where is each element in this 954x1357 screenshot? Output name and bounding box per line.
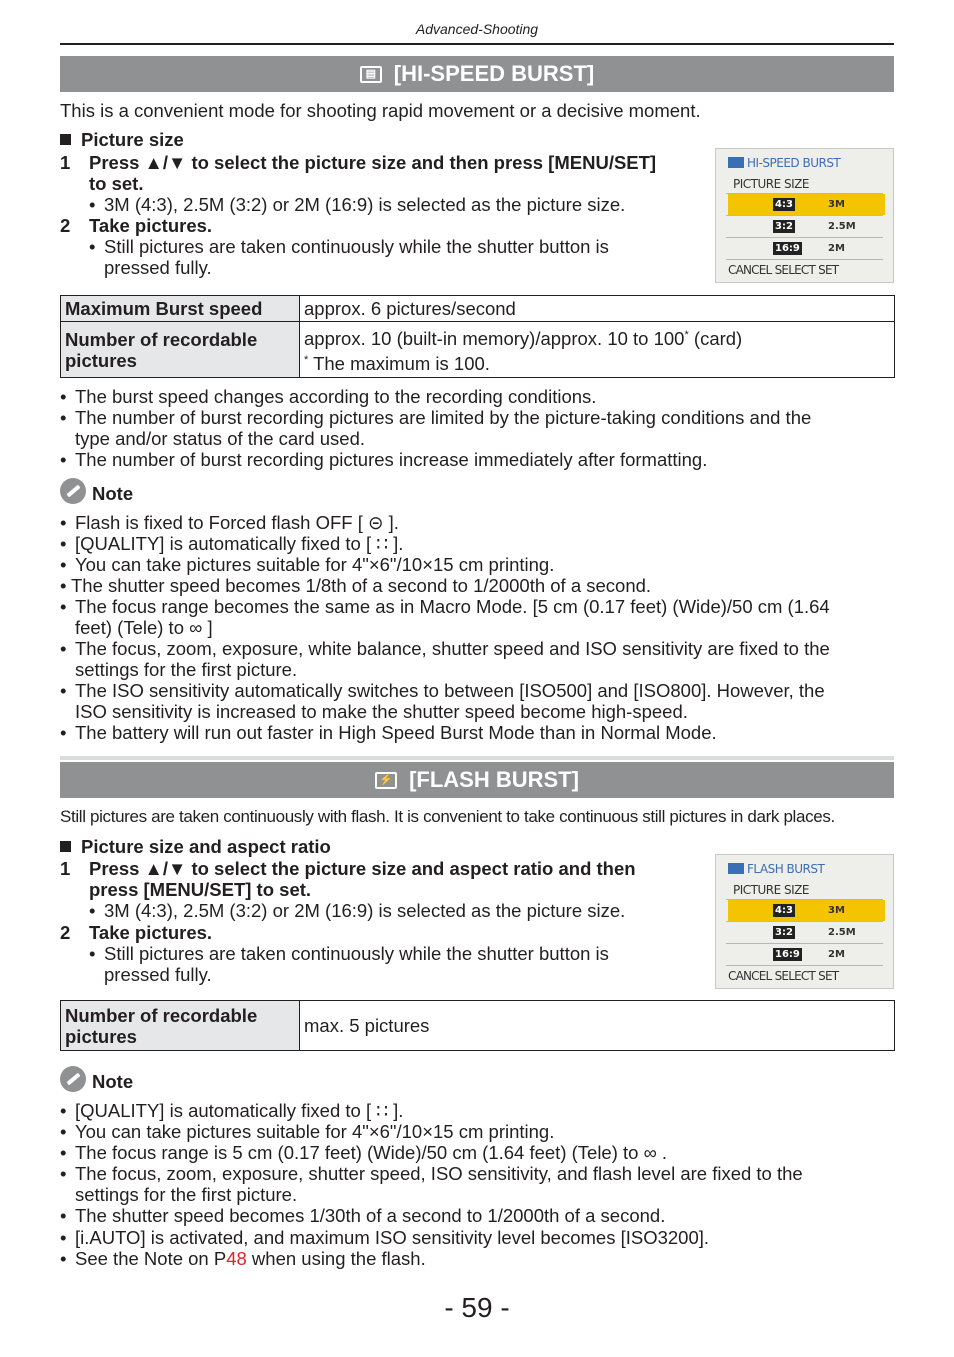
camera-screen-hi-speed xyxy=(715,148,894,283)
step-1-text-cont: press [MENU/SET] to set. xyxy=(89,879,312,900)
header-rule xyxy=(60,43,894,45)
list-item-cont: type and/or status of the card used. xyxy=(75,428,366,449)
square-bullet-icon xyxy=(60,841,71,852)
list-item-cont: settings for the first picture. xyxy=(75,1184,298,1205)
flash-burst-spec-table xyxy=(60,1000,895,1051)
picture-size-heading: Picture size xyxy=(60,129,184,150)
step-1-text: Press ▲/▼ to select the picture size and aspect ratio and then xyxy=(89,858,636,879)
screen-option: 16:9 2M xyxy=(775,243,845,254)
table-label: Number of recordable pictures xyxy=(61,322,300,378)
table-value: max. 5 pictures xyxy=(300,1001,895,1051)
step-2-text: Take pictures. xyxy=(89,922,213,943)
hi-speed-burst-title: [HI-SPEED BURST] xyxy=(393,61,595,86)
note-icon xyxy=(60,1066,86,1092)
hi-speed-spec-table xyxy=(60,295,895,378)
page-number: - 59 - xyxy=(444,1292,510,1323)
screen-option: 3:2 2.5M xyxy=(775,221,856,232)
step-number: 1 xyxy=(60,152,71,173)
flash-burst-title-bar xyxy=(60,762,894,798)
flash-burst-icon xyxy=(728,863,744,874)
page-reference-link[interactable]: 48 xyxy=(226,1248,247,1269)
step-1-text-cont: to set. xyxy=(89,173,144,194)
list-item-cont: pressed fully. xyxy=(104,257,212,278)
note-icon xyxy=(60,478,86,504)
hi-speed-burst-title-bar xyxy=(60,56,894,92)
screen-title: FLASH BURST xyxy=(728,862,824,876)
step-number: 2 xyxy=(60,922,71,943)
step-1-text: Press ▲/▼ to select the picture size and then press [MENU/SET] xyxy=(89,152,657,173)
table-value: approx. 10 (built-in memory)/approx. 10 to 100* (card) * The maximum is 100. xyxy=(300,322,895,378)
flash-burst-title: [FLASH BURST] xyxy=(409,767,579,792)
screen-option-selected: 4:3 3M xyxy=(728,194,885,215)
section-header: Advanced-Shooting xyxy=(415,21,539,37)
screen-title: HI-SPEED BURST xyxy=(728,156,840,170)
step-number: 2 xyxy=(60,215,71,236)
step-2-text: Take pictures. xyxy=(89,215,213,236)
section-divider xyxy=(60,756,894,760)
screen-option-selected: 4:3 3M xyxy=(728,900,885,921)
list-item-cont: feet) (Tele) to ∞ ] xyxy=(75,617,213,638)
burst-mode-icon xyxy=(728,157,744,168)
screen-option: 3:2 2.5M xyxy=(775,927,856,938)
list-item-cont: settings for the first picture. xyxy=(75,659,298,680)
aspect-heading: Picture size and aspect ratio xyxy=(60,836,331,857)
screen-subtitle: PICTURE SIZE xyxy=(733,177,809,191)
step-number: 1 xyxy=(60,858,71,879)
hi-speed-intro: This is a convenient mode for shooting rapid movement or a decisive moment. xyxy=(60,100,701,121)
list-item-cont: pressed fully. xyxy=(104,964,212,985)
note-heading: Note xyxy=(92,483,134,504)
square-bullet-icon xyxy=(60,134,71,145)
screen-footer: CANCEL SELECT SET xyxy=(728,263,839,277)
screen-footer: CANCEL SELECT SET xyxy=(728,969,839,983)
burst-mode-icon: ▤ xyxy=(360,66,382,83)
table-value: approx. 6 pictures/second xyxy=(300,296,895,322)
list-item-cont: ISO sensitivity is increased to make the shutter speed become high-speed. xyxy=(75,701,688,722)
flash-burst-icon: ⚡ xyxy=(375,772,397,789)
note-heading: Note xyxy=(92,1071,134,1092)
screen-subtitle: PICTURE SIZE xyxy=(733,883,809,897)
camera-screen-flash-burst xyxy=(715,854,894,989)
table-label: Number of recordable pictures xyxy=(61,1001,300,1051)
screen-option: 16:9 2M xyxy=(775,949,845,960)
table-label: Maximum Burst speed xyxy=(61,296,300,322)
flash-burst-intro: Still pictures are taken continuously with flash. It is convenient to take continuous still pictures in dark places. xyxy=(60,807,835,826)
